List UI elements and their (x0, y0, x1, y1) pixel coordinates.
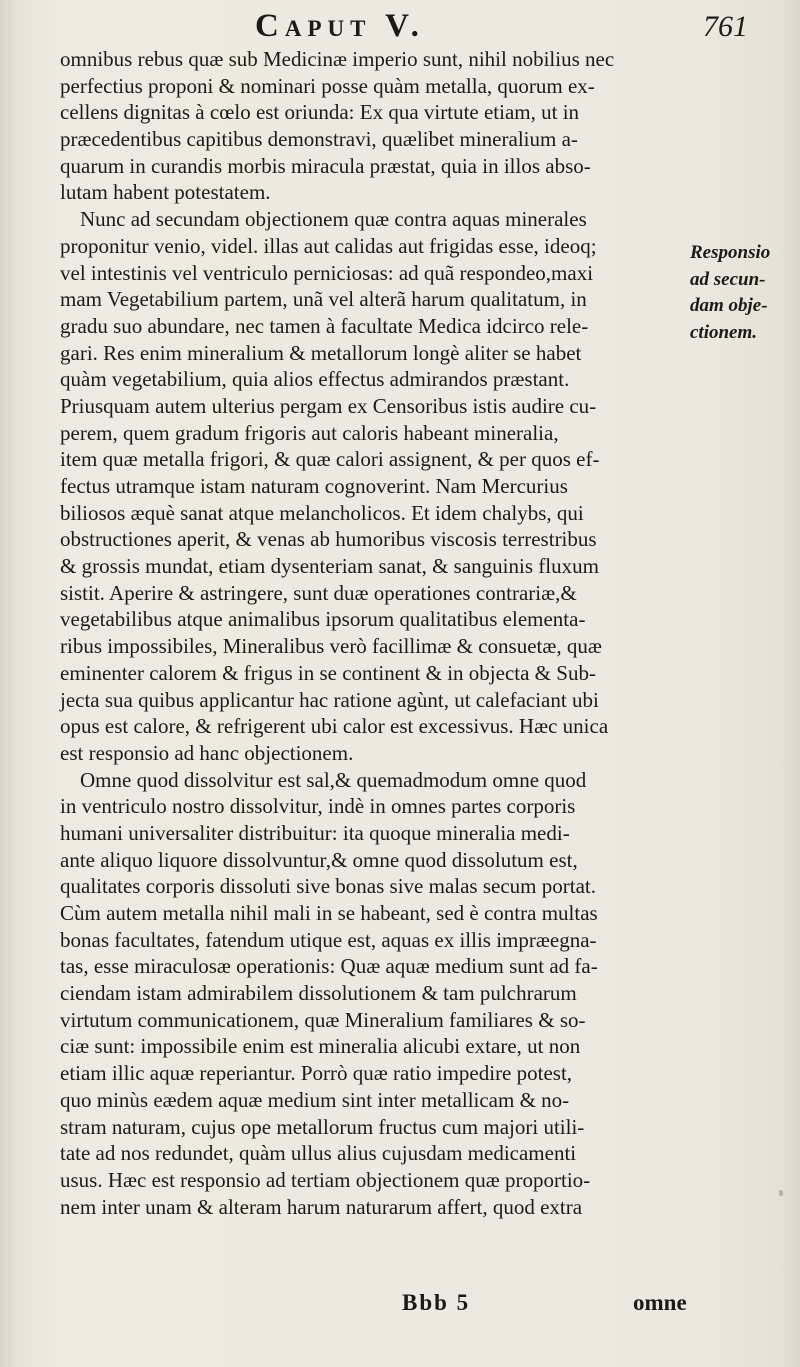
text-line: quo minùs eædem aquæ medium sint inter metallicam & no- (60, 1087, 570, 1112)
page-number: 761 (703, 10, 748, 43)
text-line: & grossis mundat, etiam dysenteriam sanat, & sanguinis fluxum (60, 554, 599, 579)
text-line: eminenter calorem & frigus in se continent & in objecta & Sub- (60, 660, 596, 685)
text-line: perfectius proponi & nominari posse quàm metalla, quorum ex- (60, 73, 595, 98)
signature-mark: Bbb 5 (402, 1290, 471, 1315)
running-title: Caput V. (255, 8, 425, 44)
marginal-note-line: ctionem. (690, 322, 758, 344)
text-line: est responsio ad hanc objectionem. (60, 740, 354, 765)
text-line: fectus utramque istam naturam cognoverint. Nam Mercurius (60, 474, 568, 498)
text-line: præcedentibus capitibus demonstravi, quælibet mineralium a- (60, 127, 578, 152)
paper-spot (779, 1190, 783, 1196)
text-line: bonas facultates, fatendum utique est, aquas ex illis impræegna- (60, 927, 597, 952)
text-line: tate ad nos redundet, quàm ullus alius cujusdam medicamenti (60, 1141, 577, 1166)
paragraph-start-line: Omne quod dissolvitur est sal,& quemadmodum omne quod (80, 767, 587, 792)
text-line: etiam illic aquæ reperiantur. Porrò quæ ratio impedire potest, (60, 1061, 573, 1086)
text-line: virtutum communicationem, quæ Mineralium familiares & so- (60, 1007, 586, 1032)
text-line: ciendam istam admirabilem dissolutionem & tam pulchrarum (60, 981, 577, 1006)
text-line: vel intestinis vel ventriculo perniciosas: ad quã respondeo,maxi (60, 260, 594, 285)
text-line: ciæ sunt: impossibile enim est mineralia alicubi extare, ut non (60, 1034, 581, 1059)
text-line: cellens dignitas à cœlo est oriunda: Ex qua virtute etiam, ut in (60, 100, 580, 125)
text-line: in ventriculo nostro dissolvitur, indè in omnes partes corporis (60, 794, 576, 819)
text-line: usus. Hæc est responsio ad tertiam objectionem quæ proportio- (60, 1167, 591, 1192)
text-line: perem, quem gradum frigoris aut caloris habeant mineralia, (60, 420, 559, 445)
text-line: Priusquam autem ulterius pergam ex Censoribus istis audire cu- (60, 393, 597, 418)
text-line: tas, esse miraculosæ operationis: Quæ aquæ medium sunt ad fa- (60, 954, 598, 979)
text-line: obstructiones aperit, & venas ab humoribus viscosis terrestribus (60, 527, 597, 552)
text-line: stram naturam, cujus ope metallorum fructus cum majori utili- (60, 1114, 585, 1139)
text-line: jecta sua quibus applicantur hac ratione agùnt, ut calefaciant ubi (60, 687, 599, 712)
marginal-note-line: dam obje- (690, 295, 768, 317)
text-line: lutam habent potestatem. (60, 180, 271, 205)
paragraph-start-line: Nunc ad secundam objectionem quæ contra aquas minerales (80, 207, 587, 232)
text-line: quàm vegetabilium, quia alios effectus admirandos præstant. (60, 367, 570, 392)
text-line: gradu suo abundare, nec tamen à facultate Medica idcirco rele- (60, 313, 589, 338)
text-line: Cùm autem metalla nihil mali in se habeant, sed è contra multas (60, 901, 598, 925)
text-line: nem inter unam & alteram harum naturarum affert, quod extra (60, 1194, 583, 1219)
text-line: quarum in curandis morbis miracula præstat, quia in illos abso- (60, 153, 591, 178)
marginal-note-line: Responsio (690, 242, 771, 263)
text-line: sistit. Aperire & astringere, sunt duæ operationes contrariæ,& (60, 580, 577, 605)
text-line: ante aliquo liquore dissolvuntur,& omne quod dissolutum est, (60, 847, 578, 872)
text-line: mam Vegetabilium partem, unã vel alterã harum qualitatum, in (60, 287, 587, 312)
page-footer (0, 1290, 800, 1324)
catchword: omne (633, 1290, 687, 1315)
text-line: gari. Res enim mineralium & metallorum longè aliter se habet (60, 340, 582, 365)
text-line: omnibus rebus quæ sub Medicinæ imperio sunt, nihil nobilius nec (60, 47, 615, 71)
text-line: opus est calore, & refrigerent ubi calor est excessivus. Hæc unica (60, 714, 609, 739)
marginal-note (690, 240, 800, 347)
text-line: biliosos æquè sanat atque melancholicos. Et idem chalybs, qui (60, 500, 584, 525)
body-text (60, 46, 710, 1220)
text-line: item quæ metalla frigori, & quæ calori assignent, & per quos ef- (60, 447, 600, 472)
text-line: qualitates corporis dissoluti sive bonas sive malas secum portat. (60, 874, 596, 899)
text-line: ribus impossibiles, Mineralibus verò facillimæ & consuetæ, quæ (60, 634, 602, 659)
marginal-note-line: ad secun- (690, 268, 766, 290)
page-header (0, 8, 800, 48)
text-line: vegetabilibus atque animalibus ipsorum qualitatibus elementa- (60, 607, 586, 632)
text-line: proponitur venio, videl. illas aut calidas aut frigidas esse, ideoq; (60, 233, 597, 258)
text-line: humani universaliter distribuitur: ita quoque mineralia medi- (60, 820, 570, 845)
